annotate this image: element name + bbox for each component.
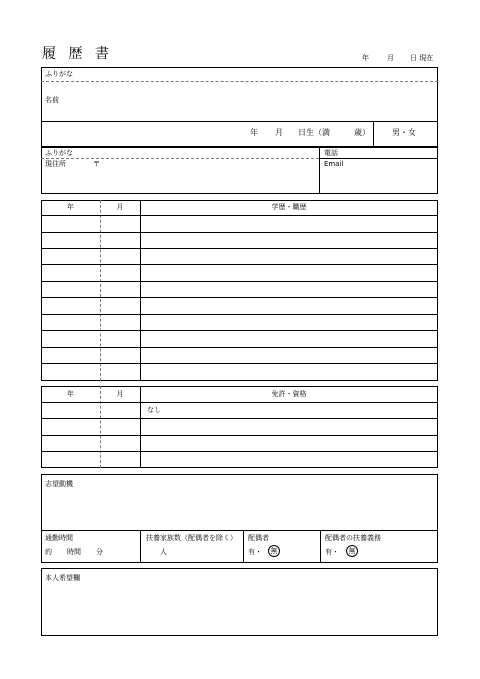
table-row [41, 297, 438, 298]
misc-col-divider [320, 530, 321, 563]
table-row [41, 363, 438, 364]
name-divider [41, 121, 438, 122]
dependents-unit: 人 [160, 548, 167, 556]
name-furigana-label: ふりがな [45, 70, 73, 78]
age-label: 歳） [354, 128, 370, 137]
table-row [41, 314, 438, 315]
misc-col-divider [243, 530, 244, 563]
name-label: 名前 [45, 96, 59, 104]
date-year-label: 年 [362, 54, 369, 62]
phone-divider [319, 158, 438, 159]
licenses-content-header: 免許・資格 [271, 390, 307, 398]
misc-col-divider [140, 530, 141, 563]
table-row [41, 347, 438, 348]
address-label: 現住所 [45, 160, 66, 168]
table-row [41, 281, 438, 282]
address-furigana-divider [41, 158, 319, 159]
phone-label: 電話 [324, 149, 338, 157]
address-box [41, 147, 438, 194]
licenses-month-header: 月 [116, 390, 124, 398]
dependents-label: 扶養家族数（配偶者を除く） [146, 534, 237, 542]
history-content-header: 学歴・職歴 [271, 203, 307, 211]
birth-year-label: 年 [250, 128, 258, 137]
address-furigana-label: ふりがな [45, 149, 73, 157]
table-row [41, 330, 438, 331]
requests-label: 本人希望欄 [45, 574, 80, 582]
birth-month-label: 月 [275, 128, 283, 137]
contact-divider [319, 147, 320, 194]
history-month-header: 月 [116, 203, 124, 211]
motivation-label: 志望動機 [45, 480, 73, 488]
table-row [41, 418, 438, 419]
spouse-label: 配偶者 [248, 534, 269, 542]
table-row [41, 435, 438, 436]
table-row [41, 215, 438, 216]
requests-box [41, 568, 438, 636]
email-label: Email [324, 160, 344, 168]
postal-mark: 〒 [93, 160, 100, 168]
table-row [41, 402, 438, 403]
support-no-option: 無 [346, 545, 358, 557]
history-year-header: 年 [67, 203, 74, 211]
birth-day-label: 日生（満 [298, 128, 330, 137]
history-year-month-divider [100, 200, 101, 381]
table-row [41, 451, 438, 452]
gender-divider [373, 121, 374, 147]
spouse-no-option: 無 [268, 545, 280, 557]
table-row [41, 264, 438, 265]
spouse-yes-option: 有・ [248, 548, 262, 556]
history-month-content-divider [140, 200, 141, 381]
commute-label: 通勤時間 [45, 534, 73, 542]
gender-label: 男・女 [392, 128, 416, 137]
commute-about: 約 [45, 548, 52, 556]
licenses-year-header: 年 [67, 390, 74, 398]
date-month-label: 月 [387, 54, 394, 62]
misc-divider [41, 530, 438, 531]
license-entry: なし [147, 406, 161, 414]
personal-info-box [41, 67, 438, 147]
support-duty-label: 配偶者の扶養義務 [325, 534, 381, 542]
table-row [41, 248, 438, 249]
licenses-month-content-divider [140, 386, 141, 468]
licenses-year-month-divider [100, 386, 101, 468]
document-title: 履 歴 書 [42, 46, 113, 62]
support-yes-option: 有・ [325, 548, 339, 556]
date-as-of-label: 日 現在 [410, 54, 434, 62]
commute-hours: 時間 [67, 548, 81, 556]
table-row [41, 232, 438, 233]
commute-minutes: 分 [96, 548, 103, 556]
furigana-divider [41, 81, 438, 82]
